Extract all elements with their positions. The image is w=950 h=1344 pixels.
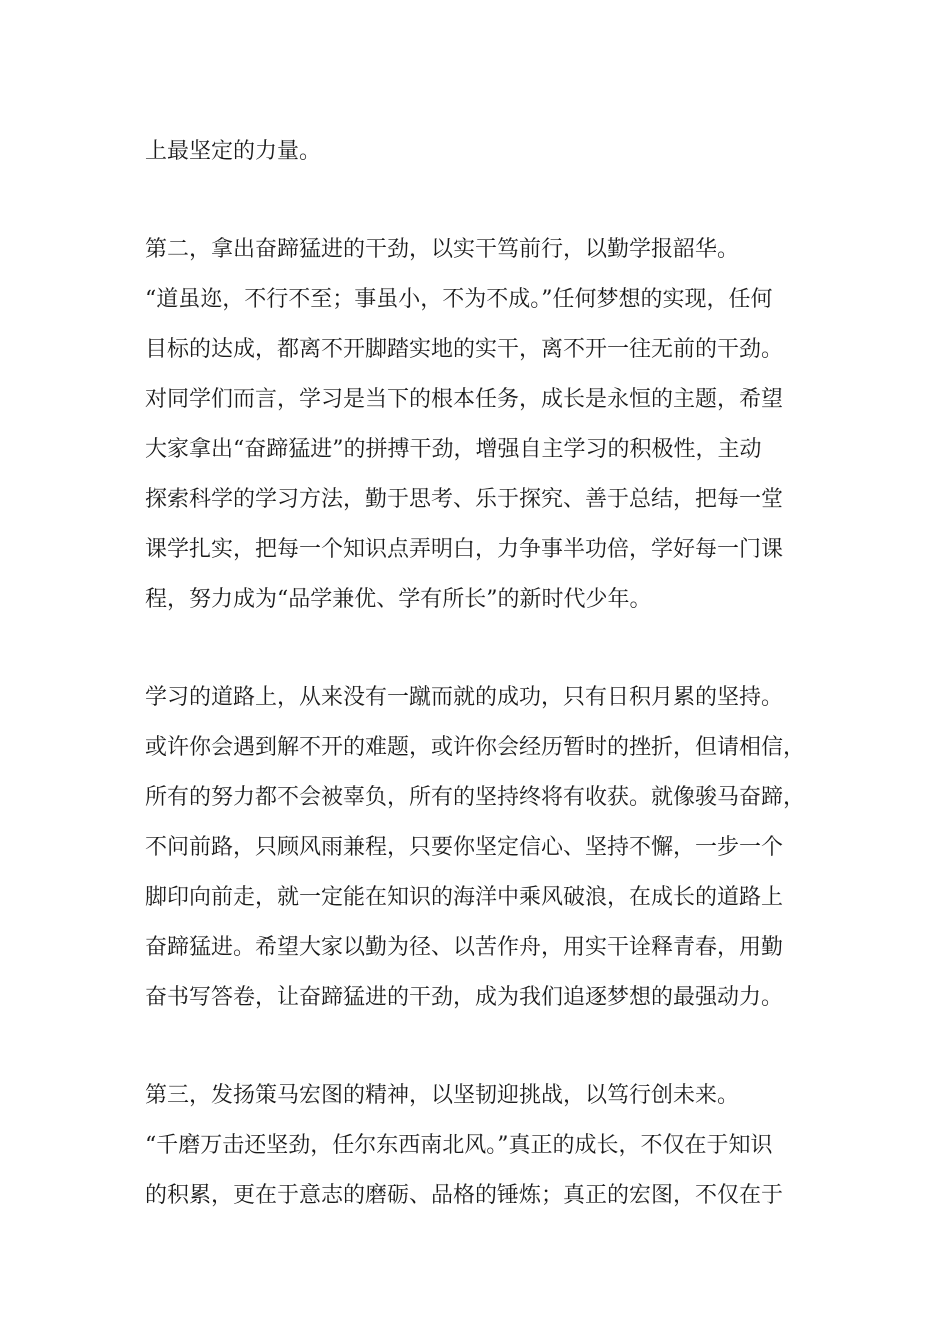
- text-line-15: 奋蹄猛进。希望大家以勤为径、以苦作舟，用实干诠释青春，用勤: [145, 935, 784, 960]
- text-line-13: 不问前路，只顾风雨兼程，只要你坚定信心、坚持不懈，一步一个: [145, 835, 784, 860]
- text-line-16: 奋书写答卷，让奋蹄猛进的干劲，成为我们追逐梦想的最强动力。: [145, 985, 784, 1010]
- text-line-10: 学习的道路上，从来没有一蹴而就的成功，只有日积月累的坚持。: [145, 685, 784, 710]
- section-heading-2: 第二，拿出奋蹄猛进的干劲，以实干笃前行，以勤学报韶华。: [145, 237, 740, 262]
- text-line-4: 目标的达成，都离不开脚踏实地的实干，离不开一往无前的干劲。: [145, 337, 784, 362]
- text-line-9: 程，努力成为“品学兼优、学有所长”的新时代少年。: [145, 587, 652, 612]
- text-line-8: 课学扎实，把每一个知识点弄明白，力争事半功倍，学好每一门课: [145, 537, 784, 562]
- text-line-18: “千磨万击还坚劲，任尔东西南北风。”真正的成长，不仅在于知识: [145, 1133, 773, 1158]
- text-line-1: 上最坚定的力量。: [145, 139, 322, 164]
- text-line-7: 探索科学的学习方法，勤于思考、乐于探究、善于总结，把每一堂: [145, 487, 784, 512]
- text-line-5: 对同学们而言，学习是当下的根本任务，成长是永恒的主题，希望: [145, 387, 784, 412]
- text-line-19: 的积累，更在于意志的磨砺、品格的锤炼；真正的宏图，不仅在于: [145, 1183, 784, 1208]
- text-line-12: 所有的努力都不会被辜负，所有的坚持终将有收获。就像骏马奋蹄，: [145, 785, 806, 810]
- text-line-14: 脚印向前走，就一定能在知识的海洋中乘风破浪，在成长的道路上: [145, 885, 784, 910]
- text-line-3: “道虽迩，不行不至；事虽小，不为不成。”任何梦想的实现，任何: [145, 287, 773, 312]
- text-line-11: 或许你会遇到解不开的难题，或许你会经历暂时的挫折，但请相信，: [145, 735, 806, 760]
- text-line-6: 大家拿出“奋蹄猛进”的拼搏干劲，增强自主学习的积极性，主动: [145, 437, 762, 462]
- section-heading-3: 第三，发扬策马宏图的精神，以坚韧迎挑战，以笃行创未来。: [145, 1083, 740, 1108]
